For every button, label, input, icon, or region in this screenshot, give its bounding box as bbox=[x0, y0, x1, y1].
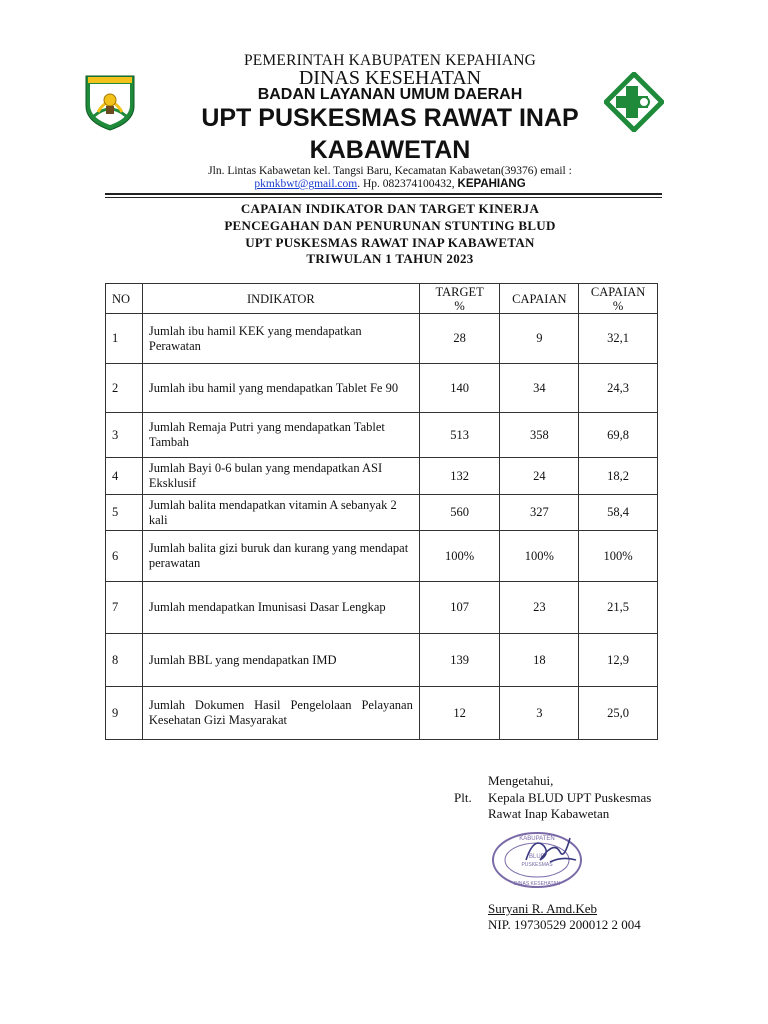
table-row bbox=[106, 364, 658, 413]
phone-text: . Hp. 082374100432, bbox=[357, 178, 455, 190]
region-text: KEPAHIANG bbox=[457, 178, 526, 190]
cell-target: 12 bbox=[419, 687, 500, 740]
cell-capaian-pct: 69,8 bbox=[579, 413, 658, 458]
letterhead-government: PEMERINTAH KABUPATEN KEPAHIANG bbox=[243, 52, 537, 69]
signer-name: Suryani R. Amd.Keb bbox=[488, 901, 598, 916]
header-capaian-pct: CAPAIAN % bbox=[579, 284, 658, 314]
cell-target: 560 bbox=[419, 495, 500, 531]
cell-no: 8 bbox=[106, 634, 143, 687]
cell-capaian-pct: 32,1 bbox=[579, 314, 658, 364]
cell-indikator: Jumlah Dokumen Hasil Pengelolaan Pelayanan Kesehatan Gizi Masyarakat bbox=[142, 687, 419, 740]
indicator-table bbox=[105, 283, 658, 740]
cell-target: 139 bbox=[419, 634, 500, 687]
cell-no: 5 bbox=[106, 495, 143, 531]
kepahiang-regency-logo bbox=[80, 72, 140, 132]
cell-indikator: Jumlah mendapatkan Imunisasi Dasar Lengkap bbox=[142, 582, 419, 634]
cell-capaian-pct: 58,4 bbox=[579, 495, 658, 531]
cell-indikator: Jumlah ibu hamil KEK yang mendapatkan Perawatan bbox=[142, 314, 419, 364]
cell-no: 6 bbox=[106, 531, 143, 582]
cell-target: 107 bbox=[419, 582, 500, 634]
cell-capaian: 23 bbox=[500, 582, 579, 634]
signer-position-2: Rawat Inap Kabawetan bbox=[488, 806, 610, 821]
handwritten-signature bbox=[520, 830, 580, 870]
plt-label: Plt. bbox=[454, 790, 472, 805]
report-title-line-2: PENCEGAHAN DAN PENURUNAN STUNTING BLUD bbox=[224, 218, 556, 233]
header-indikator: INDIKATOR bbox=[142, 284, 419, 314]
cell-indikator: Jumlah balita gizi buruk dan kurang yang mendapat perawatan bbox=[142, 531, 419, 582]
email-link[interactable]: pkmkbwt@gmail.com bbox=[254, 178, 358, 190]
svg-text:KABUPATEN: KABUPATEN bbox=[519, 836, 555, 842]
cell-indikator: Jumlah Remaja Putri yang mendapatkan Tablet Tambah bbox=[142, 413, 419, 458]
cell-no: 1 bbox=[106, 314, 143, 364]
table-row bbox=[106, 314, 658, 364]
letterhead-department: DINAS KESEHATAN bbox=[298, 67, 482, 89]
letterhead-blud: BADAN LAYANAN UMUM DAERAH bbox=[257, 86, 523, 103]
table-row bbox=[106, 495, 658, 531]
cell-no: 7 bbox=[106, 582, 143, 634]
table-row bbox=[106, 458, 658, 495]
report-title-line-3: UPT PUSKESMAS RAWAT INAP KABAWETAN bbox=[245, 235, 535, 250]
cell-target: 513 bbox=[419, 413, 500, 458]
report-title-line-1: CAPAIAN INDIKATOR DAN TARGET KINERJA bbox=[240, 201, 540, 216]
cell-no: 3 bbox=[106, 413, 143, 458]
cell-capaian: 327 bbox=[500, 495, 579, 531]
signer-position-1: Kepala BLUD UPT Puskesmas bbox=[488, 790, 652, 805]
cell-indikator: Jumlah BBL yang mendapatkan IMD bbox=[142, 634, 419, 687]
cell-no: 4 bbox=[106, 458, 143, 495]
letterhead-location: KABAWETAN bbox=[309, 136, 471, 164]
cell-capaian: 34 bbox=[500, 364, 579, 413]
cell-target: 140 bbox=[419, 364, 500, 413]
acknowledged-label: Mengetahui, bbox=[488, 773, 554, 788]
svg-text:BLUD: BLUD bbox=[528, 854, 546, 860]
svg-text:PUSKESMAS: PUSKESMAS bbox=[521, 862, 553, 868]
table-row bbox=[106, 582, 658, 634]
cell-target: 132 bbox=[419, 458, 500, 495]
cell-capaian: 358 bbox=[500, 413, 579, 458]
cell-indikator: Jumlah Bayi 0-6 bulan yang mendapatkan ASI Eksklusif bbox=[142, 458, 419, 495]
cell-capaian: 18 bbox=[500, 634, 579, 687]
cell-capaian-pct: 21,5 bbox=[579, 582, 658, 634]
cell-capaian-pct: 24,3 bbox=[579, 364, 658, 413]
signer-nip: NIP. 19730529 200012 2 004 bbox=[488, 917, 641, 932]
table-row bbox=[106, 687, 658, 740]
cell-no: 9 bbox=[106, 687, 143, 740]
cell-indikator: Jumlah balita mendapatkan vitamin A sebanyak 2 kali bbox=[142, 495, 419, 531]
cell-capaian-pct: 18,2 bbox=[579, 458, 658, 495]
cell-capaian-pct: 100% bbox=[579, 531, 658, 582]
table-header-row bbox=[106, 284, 658, 314]
contact-line bbox=[150, 178, 630, 190]
header-capaian: CAPAIAN bbox=[500, 284, 579, 314]
cell-target: 28 bbox=[419, 314, 500, 364]
cell-capaian-pct: 12,9 bbox=[579, 634, 658, 687]
cell-indikator: Jumlah ibu hamil yang mendapatkan Tablet Fe 90 bbox=[142, 364, 419, 413]
letterhead-rule-thin bbox=[105, 197, 662, 198]
cell-no: 2 bbox=[106, 364, 143, 413]
table-row bbox=[106, 531, 658, 582]
table-row bbox=[106, 413, 658, 458]
letterhead-rule-thick bbox=[105, 193, 662, 195]
header-target: TARGET % bbox=[419, 284, 500, 314]
address-line: Jln. Lintas Kabawetan kel. Tangsi Baru, Kecamatan Kabawetan(39376) email : bbox=[208, 165, 572, 177]
cell-capaian: 3 bbox=[500, 687, 579, 740]
cell-target: 100% bbox=[419, 531, 500, 582]
cell-capaian: 9 bbox=[500, 314, 579, 364]
table-row bbox=[106, 634, 658, 687]
cell-capaian-pct: 25,0 bbox=[579, 687, 658, 740]
cell-capaian: 100% bbox=[500, 531, 579, 582]
header-no: NO bbox=[106, 284, 143, 314]
report-title-line-4: TRIWULAN 1 TAHUN 2023 bbox=[306, 251, 474, 266]
svg-text:DINAS KESEHATAN: DINAS KESEHATAN bbox=[513, 881, 561, 887]
cell-capaian: 24 bbox=[500, 458, 579, 495]
letterhead-institution: UPT PUSKESMAS RAWAT INAP bbox=[201, 104, 579, 132]
